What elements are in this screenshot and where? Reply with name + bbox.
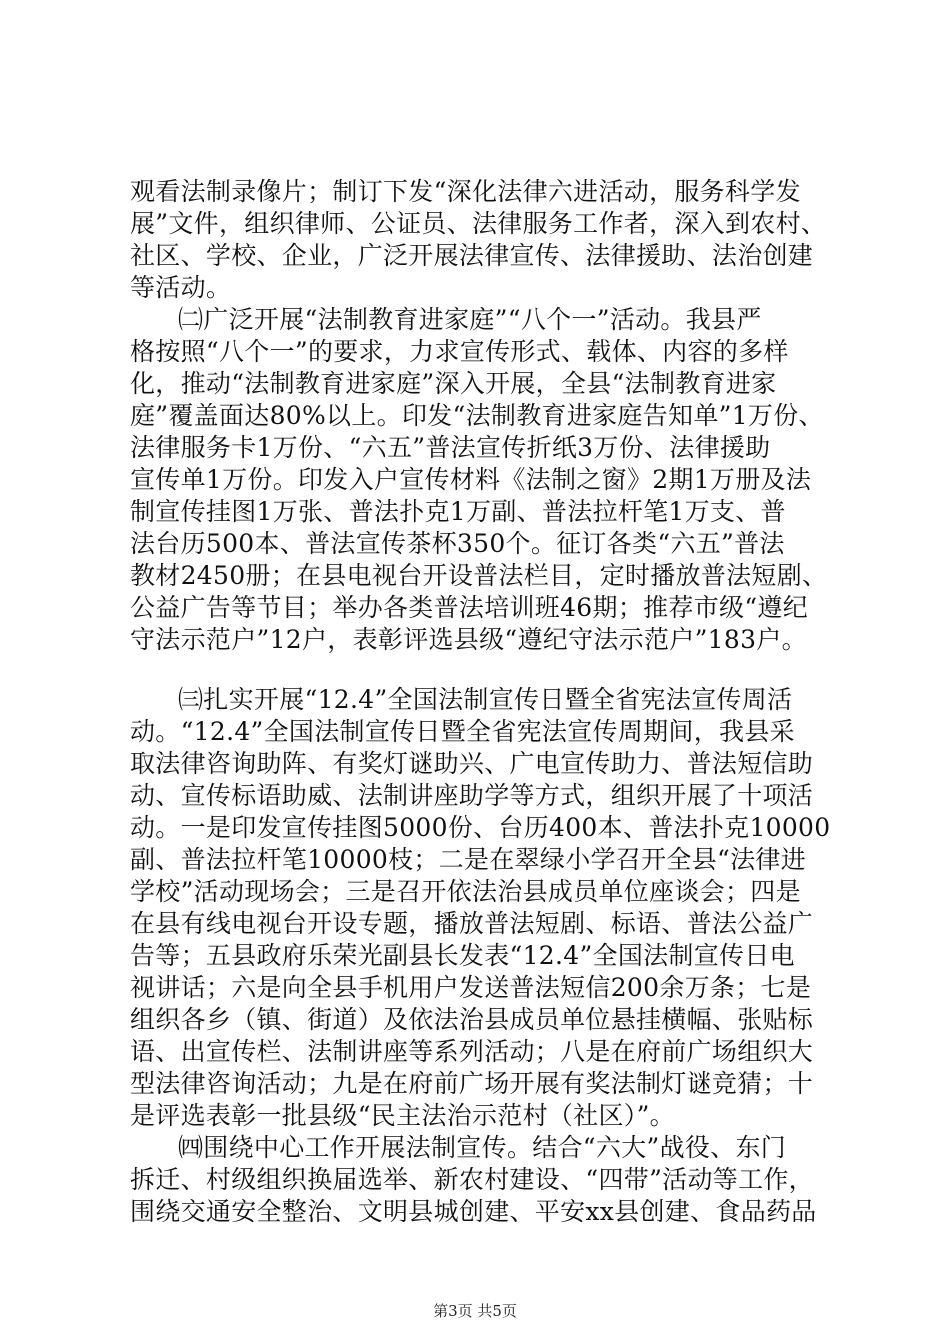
body-line: 公益广告等节目；举办各类普法培训班46期；推荐市级“遵纪 [130,593,808,622]
body-line: 是评选表彰一批县级“民主法治示范村（社区）”。 [130,1101,675,1130]
body-line: 拆迁、村级组织换届选举、新农村建设、“四带”活动等工作， [130,1165,814,1194]
page-number-footer: 第3页 共5页 [433,1302,517,1320]
body-line: 在县有线电视台开设专题，播放普法短剧、标语、普法公益广 [130,909,814,938]
body-line: 型法律咨询活动；九是在府前广场开展有奖法制灯谜竞猜；十 [130,1069,814,1098]
body-line: 动。一是印发宣传挂图5000份、台历400本、普法扑克10000 [130,813,831,842]
body-line: 制宣传挂图1万张、普法扑克1万副、普法拉杆笔1万支、普 [130,497,786,526]
body-line: 观看法制录像片；制订下发“深化法律六进活动，服务科学发 [130,177,801,206]
body-line: 告等；五县政府乐荣光副县长发表“12.4”全国法制宣传日电 [130,941,795,970]
body-line: 化，推动“法制教育进家庭”深入开展，全县“法制教育进家 [130,369,777,398]
body-line: 教材2450册；在县电视台开设普法栏目，定时播放普法短剧、 [130,561,828,590]
body-line: 宣传单1万份。印发入户宣传材料《法制之窗》2期1万册及法 [130,465,812,494]
section-3-heading-line: ㈢扎实开展“12.4”全国法制宣传日暨全省宪法宣传周活 [178,685,793,714]
body-line: 副、普法拉杆笔10000枝；二是在翠绿小学召开全县“法律进 [130,845,807,874]
body-line: 庭”覆盖面达80%以上。印发“法制教育进家庭告知单”1万份、 [130,401,824,430]
body-line: 格按照“八个一”的要求，力求宣传形式、载体、内容的多样 [130,337,789,366]
body-line: 展”文件，组织律师、公证员、法律服务工作者，深入到农村、 [130,209,827,238]
section-2-heading-line: ㈡广泛开展“法制教育进家庭”“八个一”活动。我县严 [178,305,762,334]
body-line: 视讲话；六是向全县手机用户发送普法短信200余万条；七是 [130,973,812,1002]
body-line: 守法示范户”12户，表彰评选县级“遵纪守法示范户”183户。 [130,625,807,654]
body-line: 取法律咨询助阵、有奖灯谜助兴、广电宣传助力、普法短信助 [130,749,814,778]
body-line: 动、宣传标语助威、法制讲座助学等方式，组织开展了十项活 [130,781,814,810]
body-line: 语、出宣传栏、法制讲座等系列活动；八是在府前广场组织大 [130,1037,814,1066]
body-line: 围绕交通安全整治、文明县城创建、平安xx县创建、食品药品 [130,1197,817,1226]
body-line: 法律服务卡1万份、“六五”普法宣传折纸3万份、法律援助 [130,433,771,462]
body-line: 社区、学校、企业，广泛开展法律宣传、法律援助、法治创建 [130,241,814,270]
body-line: 动。“12.4”全国法制宣传日暨全省宪法宣传周期间，我县采 [130,717,795,746]
body-line: 组织各乡（镇、街道）及依法治县成员单位悬挂横幅、张贴标 [130,1005,814,1034]
body-line: 法台历500本、普法宣传茶杯350个。征订各类“六五”普法 [130,529,785,558]
body-line: 等活动。 [130,273,232,302]
section-4-heading-line: ㈣围绕中心工作开展法制宣传。结合“六大”战役、东门 [178,1133,787,1162]
body-line: 学校”活动现场会；三是召开依法治县成员单位座谈会；四是 [130,877,801,906]
